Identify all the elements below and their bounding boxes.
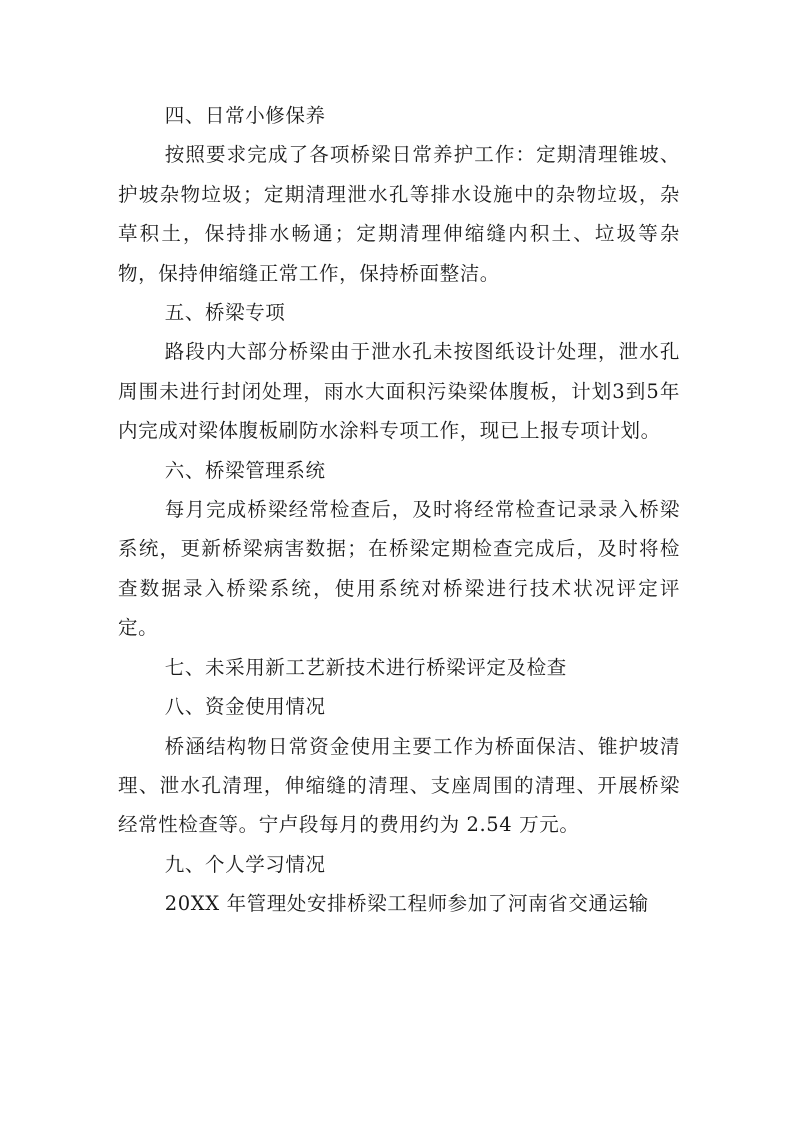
section-heading-4: 四、日常小修保养 [164,104,326,127]
section-heading-9: 九、个人学习情况 [164,852,326,876]
section-heading-6: 六、桥梁管理系统 [164,458,326,482]
section-paragraph-5: 路段内大部分桥梁由于泄水孔未按图纸设计处理，泄水孔周围未进行封闭处理，雨水大面积污染梁体腹板，计划3到5年内完成对梁体腹板刷防水涂料专项工作，现已上报专项计划。 [118,340,680,443]
section-paragraph-8: 桥涵结构物日常资金使用主要工作为桥面保洁、锥护坡清理、泄水孔清理，伸缩缝的清理、支座周围的清理、开展桥梁经常性检查等。宁卢段每月的费用约为 2.54 万元。 [118,734,680,837]
section-paragraph-9: 20XX 年管理处安排桥梁工程师参加了河南省交通运输 [164,892,649,916]
section-heading-8: 八、资金使用情况 [164,695,326,719]
section-heading-7: 七、未采用新工艺新技术进行桥梁评定及检查 [164,655,567,679]
document-body [118,96,680,924]
section-paragraph-4: 按照要求完成了各项桥梁日常养护工作：定期清理锥坡、护坡杂物垃圾；定期清理泄水孔等排水设施中的杂物垃圾，杂草积土，保持排水畅通；定期清理伸缩缝内积土、垃圾等杂物，保持伸缩缝正常工作，保持桥面整洁。 [118,143,680,285]
section-heading-5: 五、桥梁专项 [164,301,286,325]
section-paragraph-6: 每月完成桥梁经常检查后，及时将经常检查记录录入桥梁系统，更新桥梁病害数据；在桥梁定期检查完成后，及时将检查数据录入桥梁系统，使用系统对桥梁进行技术状况评定评定。 [118,498,680,640]
